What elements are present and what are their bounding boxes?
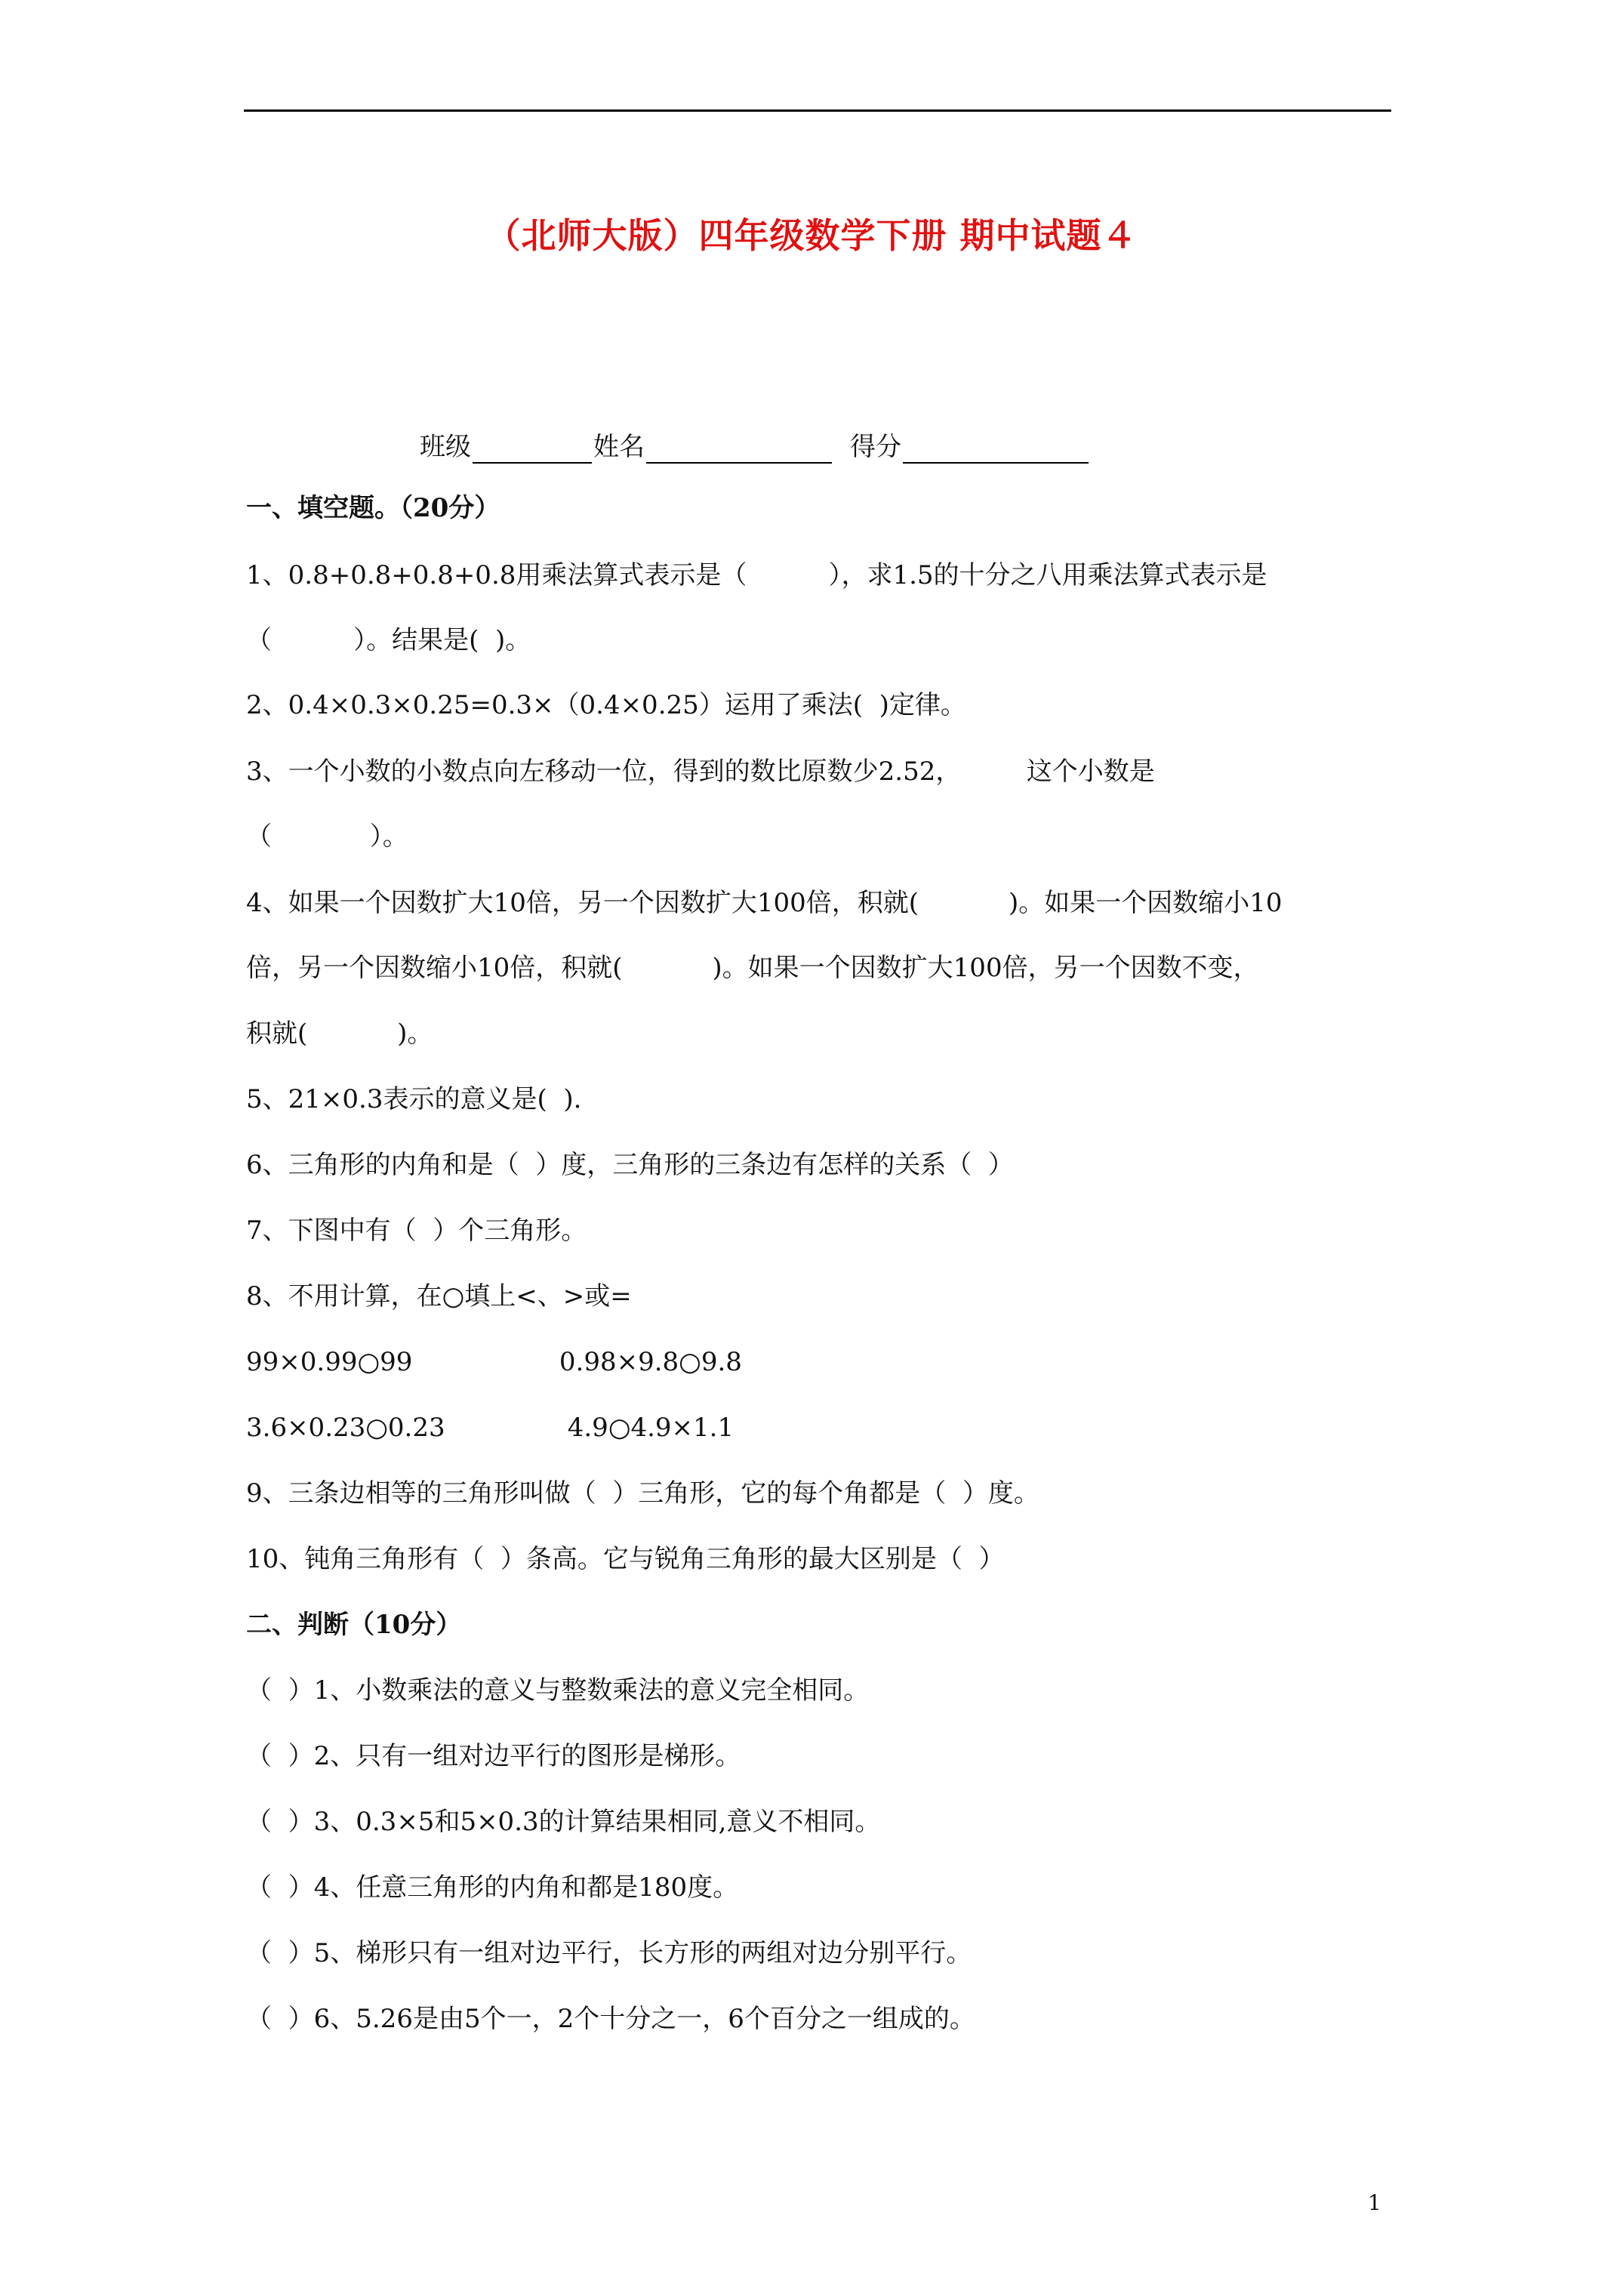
question-8-row-2: 3.6×0.23○0.23 4.9○4.9×1.1 bbox=[246, 1413, 735, 1443]
question-9: 9、三条边相等的三角形叫做（ ）三角形，它的每个角都是（ ）度。 bbox=[246, 1478, 1039, 1509]
score-label: 得分 bbox=[850, 432, 901, 462]
judgement-2: （ ）2、只有一组对边平行的图形是梯形。 bbox=[246, 1741, 741, 1771]
question-2: 2、0.4×0.3×0.25=0.3×（0.4×0.25）运用了乘法( )定律。 bbox=[246, 690, 966, 720]
question-3-line-2: （ ）。 bbox=[246, 821, 408, 852]
question-1-line-2: （ ）。结果是( )。 bbox=[246, 625, 531, 655]
judgement-5: （ ）5、梯形只有一组对边平行，长方形的两组对边分别平行。 bbox=[246, 1938, 972, 1968]
judgement-1: （ ）1、小数乘法的意义与整数乘法的意义完全相同。 bbox=[246, 1675, 870, 1706]
question-6: 6、三角形的内角和是（ ）度，三角形的三条边有怎样的关系（ ） bbox=[246, 1150, 1014, 1180]
question-8: 8、不用计算，在○填上<、>或= bbox=[246, 1281, 632, 1311]
name-label: 姓名 bbox=[593, 432, 645, 462]
question-7: 7、下图中有（ ）个三角形。 bbox=[246, 1216, 587, 1246]
question-4-line-1: 4、如果一个因数扩大10倍，另一个因数扩大100倍，积就( )。如果一个因数缩小10 bbox=[246, 888, 1283, 918]
question-10: 10、钝角三角形有（ ）条高。它与锐角三角形的最大区别是（ ） bbox=[246, 1544, 1005, 1574]
question-1-line-1: 1、0.8+0.8+0.8+0.8用乘法算式表示是（ ），求1.5的十分之八用乘法算式表示是 bbox=[246, 560, 1267, 590]
question-8-row-1: 99×0.99○99 0.98×9.8○9.8 bbox=[246, 1347, 742, 1377]
question-4-line-3: 积就( )。 bbox=[246, 1019, 433, 1049]
section-heading-fill-in: 一、填空题。（20分） bbox=[246, 493, 500, 523]
judgement-6: （ ）6、5.26是由5个一，2个十分之一，6个百分之一组成的。 bbox=[246, 2004, 975, 2034]
student-info-row bbox=[420, 430, 1090, 464]
name-blank[interactable] bbox=[646, 433, 832, 464]
question-3-line-1: 3、一个小数的小数点向左移动一位，得到的数比原数少2.52， 这个小数是 bbox=[246, 757, 1155, 787]
question-5: 5、21×0.3表示的意义是( ). bbox=[246, 1084, 582, 1114]
judgement-4: （ ）4、任意三角形的内角和都是180度。 bbox=[246, 1872, 739, 1903]
question-4-line-2: 倍，另一个因数缩小10倍，积就( )。如果一个因数扩大100倍，另一个因数不变， bbox=[246, 953, 1259, 983]
judgement-3: （ ）3、0.3×5和5×0.3的计算结果相同,意义不相同。 bbox=[246, 1807, 881, 1837]
score-blank[interactable] bbox=[903, 433, 1089, 464]
class-blank[interactable] bbox=[473, 433, 592, 464]
class-label: 班级 bbox=[420, 432, 471, 462]
page-number: 1 bbox=[1368, 2190, 1381, 2215]
header-rule bbox=[244, 109, 1391, 112]
page-title: （北师大版）四年级数学下册 期中试题４ bbox=[485, 215, 1138, 256]
section-heading-true-false: 二、判断（10分） bbox=[246, 1610, 462, 1640]
